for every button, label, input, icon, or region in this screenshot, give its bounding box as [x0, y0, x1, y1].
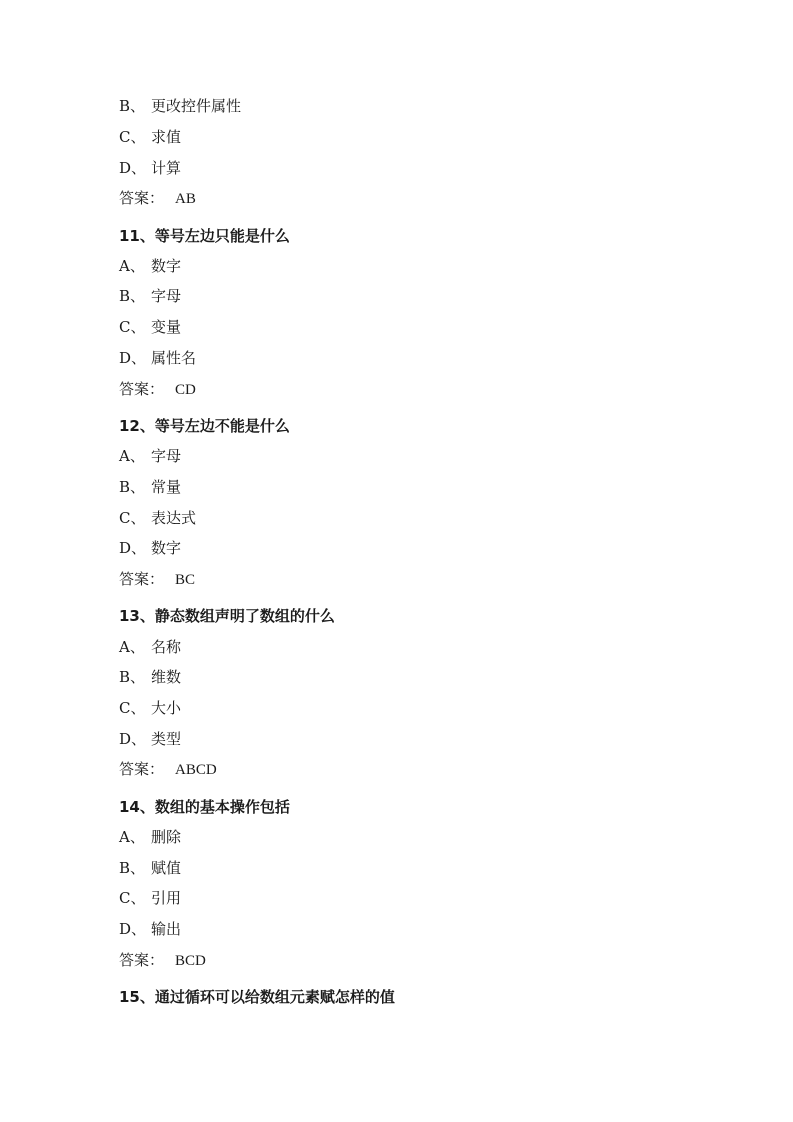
- option-letter: C、: [119, 318, 146, 336]
- option-letter: C、: [119, 699, 146, 717]
- question-title: 12、等号左边不能是什么: [119, 417, 290, 435]
- option-text: 引用: [151, 889, 182, 907]
- option-line: [119, 126, 181, 148]
- option-text: 维数: [151, 668, 182, 686]
- option-line: [119, 255, 181, 277]
- question-title: 11、等号左边只能是什么: [119, 227, 290, 245]
- option-letter: A、: [119, 257, 145, 275]
- answer-value: ABCD: [175, 762, 217, 778]
- answer-line: [119, 378, 196, 400]
- option-line: [119, 636, 181, 658]
- option-line: [119, 95, 241, 117]
- option-line: [119, 697, 181, 719]
- option-letter: A、: [119, 828, 145, 846]
- option-text: 赋值: [151, 859, 182, 877]
- option-line: [119, 347, 196, 369]
- option-letter: C、: [119, 128, 146, 146]
- option-text: 求值: [151, 128, 182, 146]
- answer-line: [119, 568, 195, 590]
- answer-line: [119, 187, 196, 209]
- answer-value: CD: [175, 382, 196, 398]
- option-letter: D、: [119, 349, 147, 367]
- option-line: [119, 887, 181, 909]
- option-text: 表达式: [151, 509, 197, 527]
- option-letter: D、: [119, 159, 147, 177]
- option-line: [119, 826, 181, 848]
- option-line: [119, 476, 181, 498]
- answer-value: AB: [175, 191, 196, 207]
- answer-label: 答案：: [119, 189, 165, 207]
- option-text: 属性名: [151, 349, 197, 367]
- option-text: 大小: [151, 699, 182, 717]
- answer-label: 答案：: [119, 380, 165, 398]
- question-title: 15、通过循环可以给数组元素赋怎样的值: [119, 988, 395, 1006]
- answer-label: 答案：: [119, 951, 165, 969]
- option-letter: B、: [119, 287, 146, 305]
- option-text: 字母: [151, 287, 182, 305]
- option-line: [119, 537, 181, 559]
- option-line: [119, 728, 181, 750]
- option-letter: D、: [119, 920, 147, 938]
- option-letter: B、: [119, 859, 146, 877]
- answer-label: 答案：: [119, 570, 165, 588]
- option-line: [119, 157, 181, 179]
- question-title: 13、静态数组声明了数组的什么: [119, 607, 335, 625]
- option-letter: A、: [119, 638, 145, 656]
- option-letter: C、: [119, 889, 146, 907]
- option-line: [119, 507, 196, 529]
- option-text: 计算: [151, 159, 182, 177]
- option-line: [119, 918, 181, 940]
- option-letter: B、: [119, 478, 146, 496]
- option-text: 输出: [151, 920, 182, 938]
- option-line: [119, 316, 181, 338]
- option-line: [119, 285, 181, 307]
- option-text: 数字: [151, 539, 182, 557]
- answer-value: BC: [175, 572, 196, 588]
- option-text: 字母: [151, 447, 182, 465]
- option-text: 名称: [151, 638, 182, 656]
- option-text: 常量: [151, 478, 182, 496]
- option-text: 变量: [151, 318, 182, 336]
- option-text: 数字: [151, 257, 182, 275]
- option-line: [119, 666, 181, 688]
- question-title: 14、数组的基本操作包括: [119, 798, 290, 816]
- answer-label: 答案：: [119, 760, 165, 778]
- option-letter: B、: [119, 668, 146, 686]
- option-letter: C、: [119, 509, 146, 527]
- option-letter: A、: [119, 447, 145, 465]
- option-text: 删除: [151, 828, 182, 846]
- option-letter: D、: [119, 730, 147, 748]
- option-text: 更改控件属性: [151, 97, 242, 115]
- answer-line: [119, 758, 217, 780]
- option-letter: D、: [119, 539, 147, 557]
- option-letter: B、: [119, 97, 146, 115]
- answer-value: BCD: [175, 953, 206, 969]
- option-line: [119, 445, 181, 467]
- option-line: [119, 857, 181, 879]
- answer-line: [119, 949, 206, 971]
- option-text: 类型: [151, 730, 182, 748]
